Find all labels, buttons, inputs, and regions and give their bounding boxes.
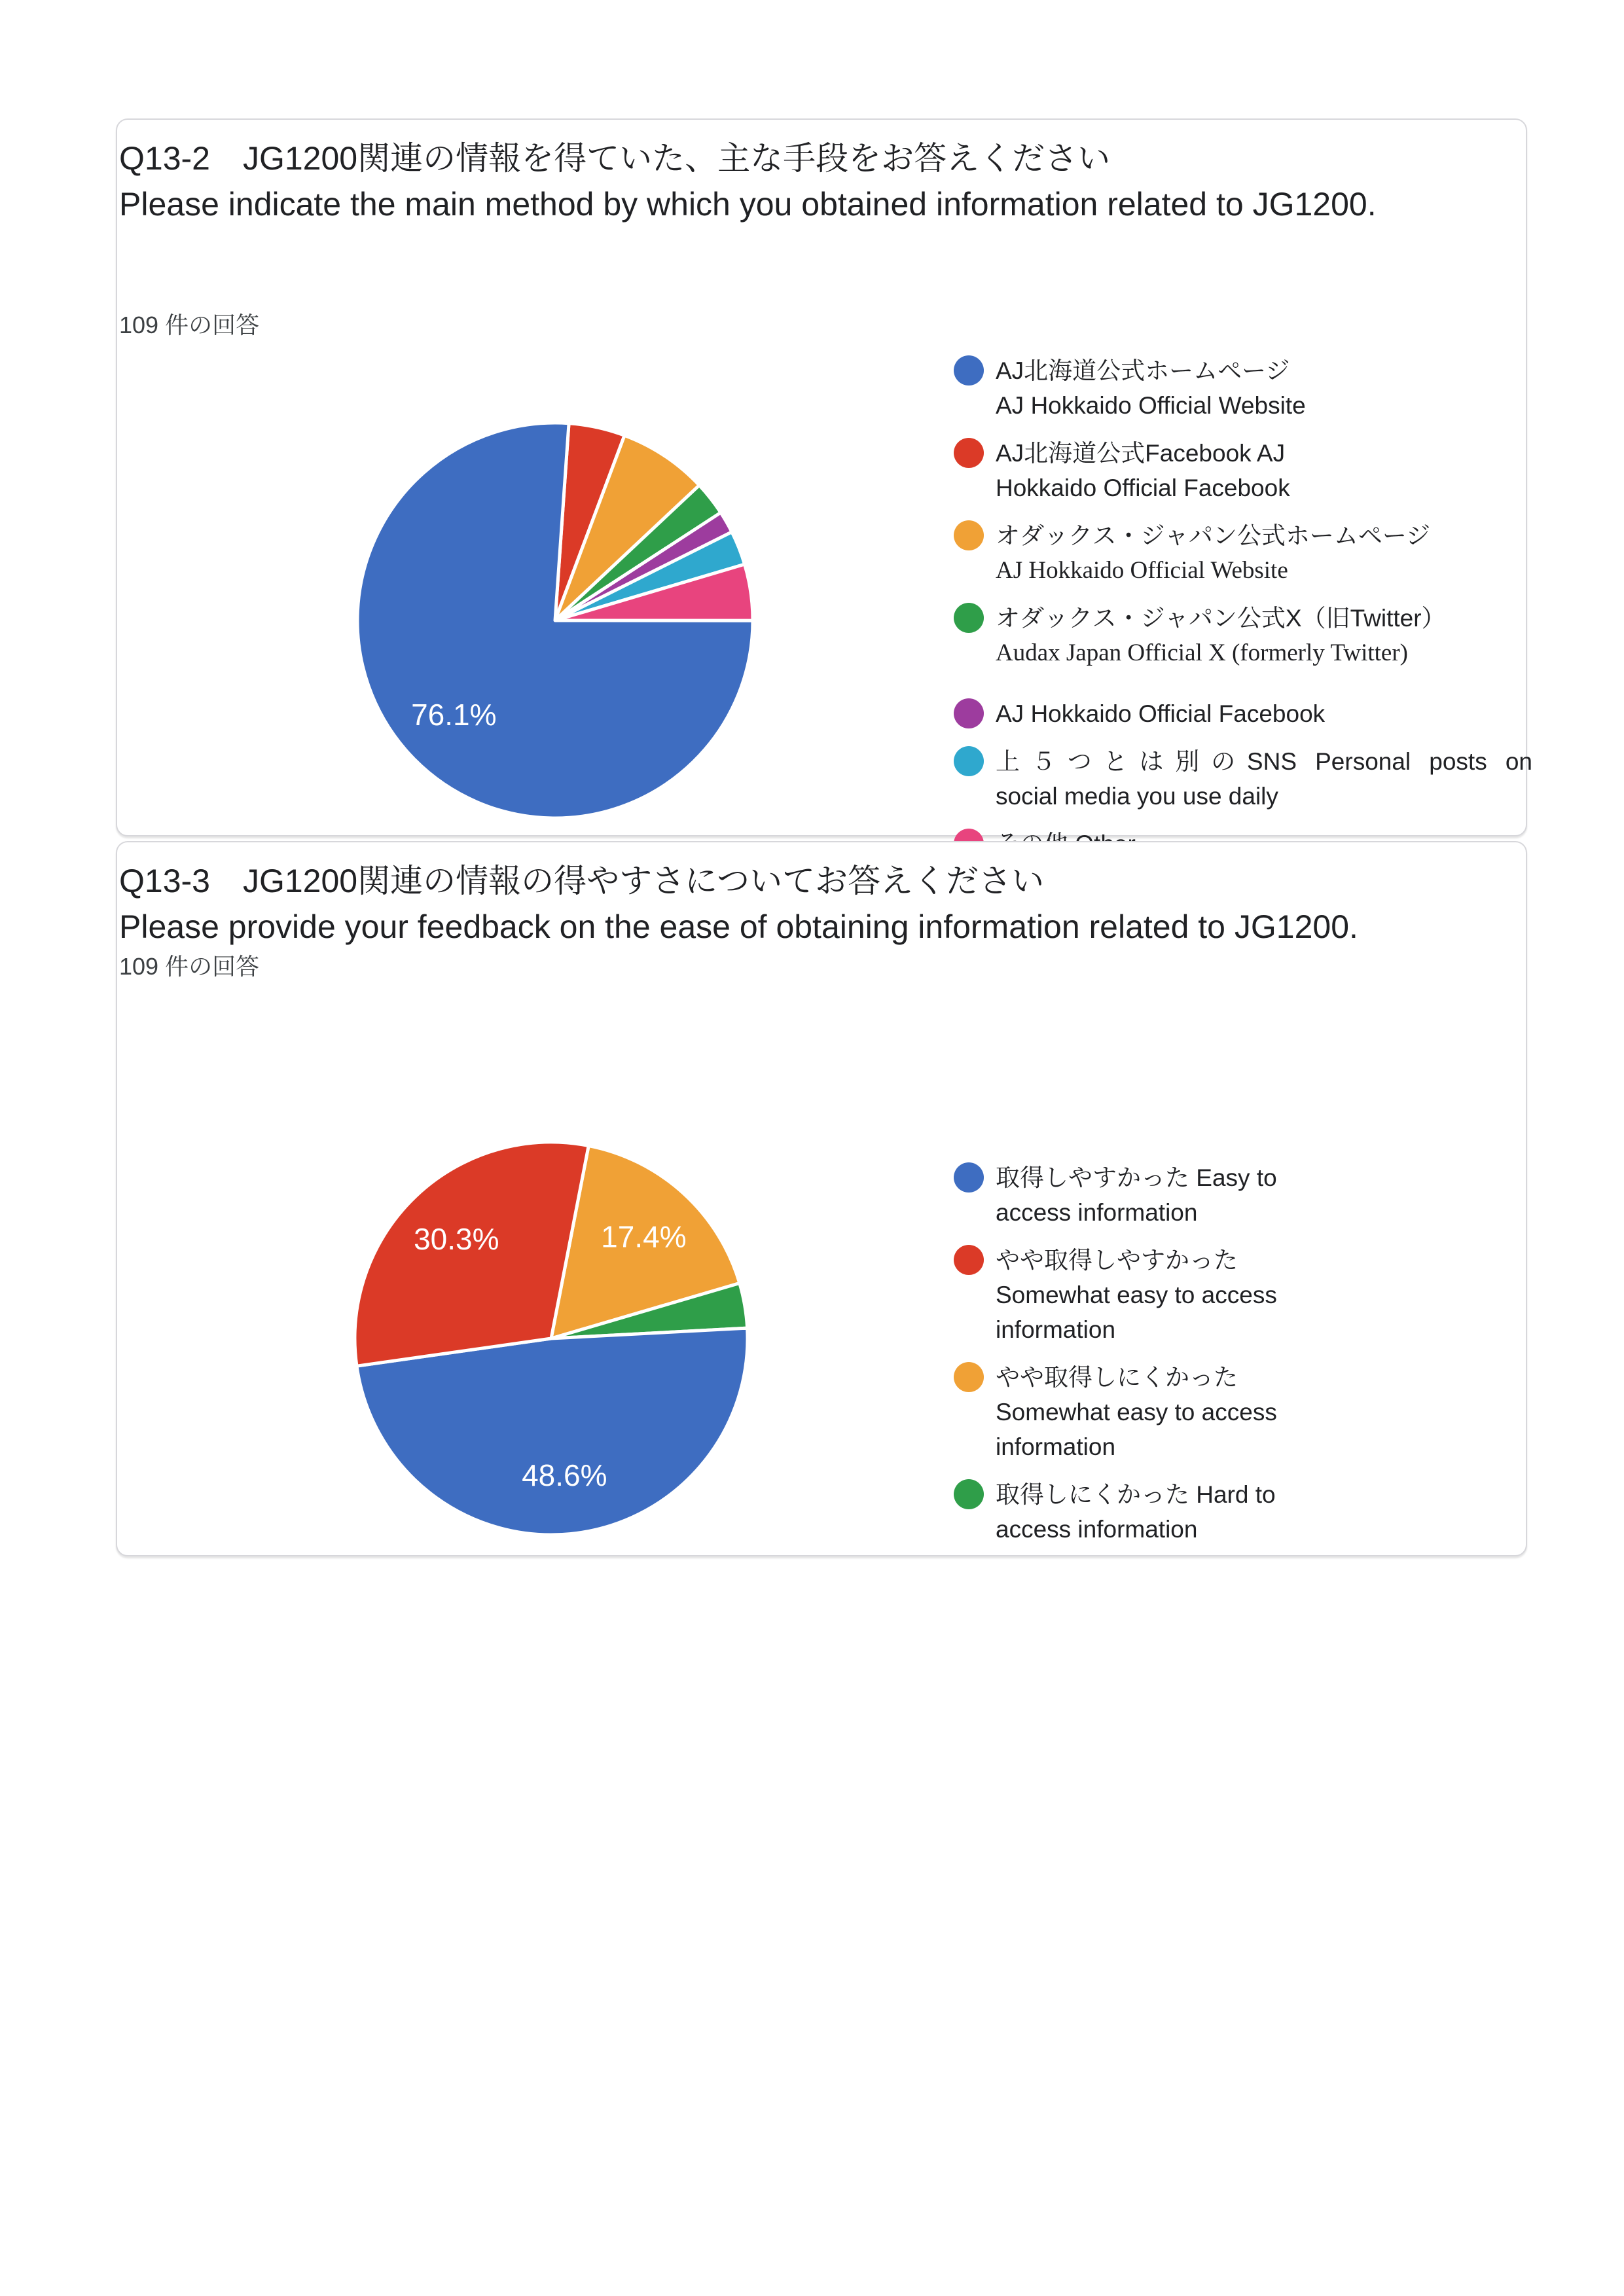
legend-label <box>996 436 1532 505</box>
legend-label-line: やや取得しやすかった <box>996 1247 1238 1274</box>
legend-item <box>954 601 1546 670</box>
legend-label-line: Somewhat easy to access <box>996 1399 1277 1426</box>
legend-item <box>954 1243 1546 1347</box>
legend-label <box>996 601 1532 670</box>
pie-slice-percentage-label: 17.4% <box>601 1219 687 1254</box>
legend-label-line: AJ Hokkaido Official Website <box>996 557 1288 584</box>
legend-label <box>996 518 1532 588</box>
pie-slice-percentage-label: 30.3% <box>414 1221 499 1256</box>
legend-bullet-icon <box>954 520 984 550</box>
chart-legend <box>954 1160 1546 1560</box>
legend-label-line: 取得しにくかった Hard to <box>996 1481 1276 1508</box>
legend-label-line: 取得しやすかった Easy to <box>996 1164 1277 1191</box>
legend-label-line: AJ北海道公式Facebook AJ <box>996 440 1286 467</box>
legend-label-line: 上５つとは別のSNS Personal posts on <box>996 748 1532 775</box>
legend-bullet-icon <box>954 1362 984 1392</box>
legend-label <box>996 1243 1532 1347</box>
legend-bullet-icon <box>954 698 984 728</box>
legend-label-line: オダックス・ジャパン公式ホームページ <box>996 522 1431 549</box>
legend-item <box>954 696 1546 731</box>
legend-label-line: Somewhat easy to access <box>996 1282 1277 1308</box>
response-count: 109 件の回答 <box>119 953 260 980</box>
legend-label <box>996 1160 1532 1230</box>
legend-label <box>996 1477 1532 1547</box>
pie-chart-q13-2 <box>352 418 758 823</box>
legend-item <box>954 1360 1546 1464</box>
legend-bullet-icon <box>954 1479 984 1509</box>
legend-item <box>954 744 1546 814</box>
question-title <box>119 858 1524 950</box>
legend-label-line: access information <box>996 1199 1198 1226</box>
legend-label <box>996 696 1532 731</box>
pie-chart-q13-3 <box>348 1136 754 1541</box>
question-title-en: Please indicate the main method by which you obtained information related to JG1200. <box>119 186 1377 223</box>
pie-slice-percentage-label: 48.6% <box>522 1458 607 1492</box>
legend-item <box>954 353 1546 423</box>
legend-item <box>954 436 1546 505</box>
legend-label-line: information <box>996 1433 1116 1460</box>
legend-label-line: オダックス・ジャパン公式X（旧Twitter） <box>996 605 1446 632</box>
chart-legend <box>954 353 1546 874</box>
legend-bullet-icon <box>954 603 984 633</box>
response-count: 109 件の回答 <box>119 312 260 338</box>
question-card-q13-2 <box>116 118 1532 836</box>
pie-slice-percentage-label: 76.1% <box>411 698 497 732</box>
legend-label-line: AJ Hokkaido Official Website <box>996 392 1306 419</box>
legend-label-line: access information <box>996 1516 1198 1543</box>
legend-label-line: Audax Japan Official X (formerly Twitter) <box>996 639 1408 666</box>
question-title-en: Please provide your feedback on the ease of obtaining information related to JG1200. <box>119 908 1358 945</box>
question-card-q13-3 <box>116 841 1527 1556</box>
question-title-ja: Q13-3 JG1200関連の情報の得やすさについてお答えください <box>119 863 1045 899</box>
legend-label-line: Hokkaido Official Facebook <box>996 475 1290 501</box>
legend-label-line: やや取得しにくかった <box>996 1364 1238 1391</box>
legend-item <box>954 1477 1546 1547</box>
question-title-ja: Q13-2 JG1200関連の情報を得ていた、主な手段をお答えください <box>119 140 1111 177</box>
legend-label-line: AJ北海道公式ホームページ <box>996 357 1290 384</box>
legend-label-line: AJ Hokkaido Official Facebook <box>996 700 1326 727</box>
question-title <box>119 135 1524 227</box>
legend-bullet-icon <box>954 1162 984 1193</box>
legend-item <box>954 518 1546 588</box>
legend-label <box>996 1360 1532 1464</box>
legend-bullet-icon <box>954 355 984 386</box>
legend-label <box>996 744 1532 814</box>
legend-label-line: information <box>996 1316 1116 1343</box>
legend-item <box>954 1160 1546 1230</box>
legend-bullet-icon <box>954 1245 984 1275</box>
legend-bullet-icon <box>954 438 984 468</box>
legend-bullet-icon <box>954 746 984 776</box>
legend-label-line: social media you use daily <box>996 783 1278 810</box>
legend-label <box>996 353 1532 423</box>
